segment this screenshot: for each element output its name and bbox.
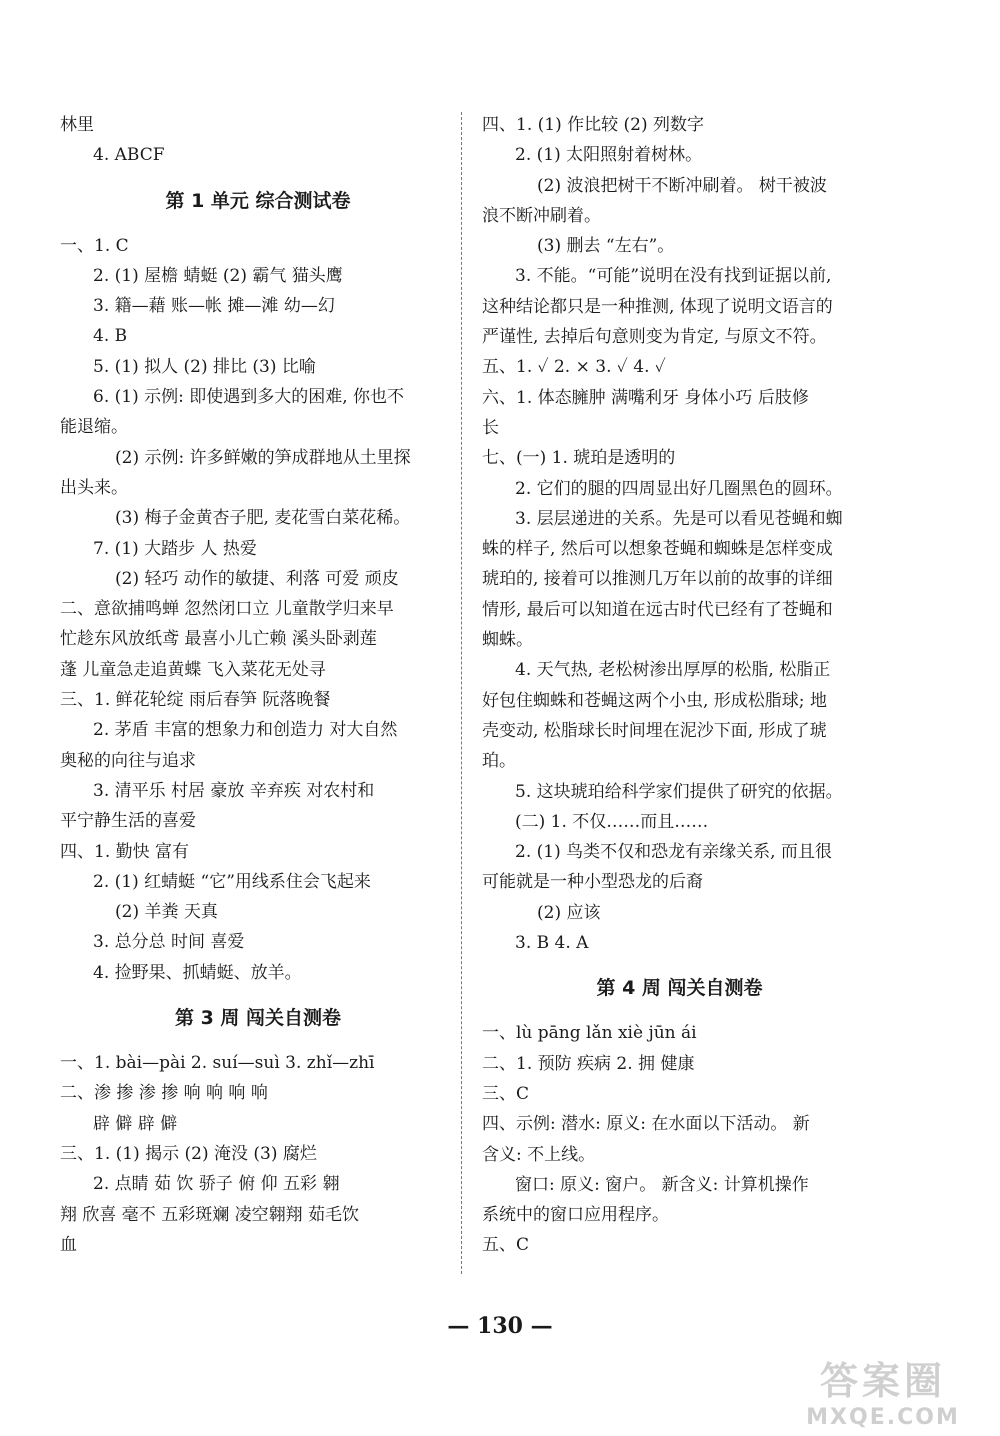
section-heading: 第 4 周 闯关自测卷 — [596, 977, 763, 1000]
answer-line: 2. (1) 太阳照射着树林。 — [515, 145, 703, 166]
answer-line: 窗口: 原义: 窗户。 新含义: 计算机操作 — [515, 1174, 809, 1195]
answer-line: 琥珀的, 接着可以推测几万年以前的故事的详细 — [482, 569, 833, 590]
answer-line: 2. 点睛 茹 饮 骄子 俯 仰 五彩 翱 — [93, 1174, 340, 1195]
answer-line: 四、1. 勤快 富有 — [60, 841, 190, 862]
answer-line: (3) 删去 “左右”。 — [537, 236, 675, 257]
answer-line: 出头来。 — [60, 477, 128, 498]
answer-line: 三、1. (1) 揭示 (2) 淹没 (3) 腐烂 — [60, 1143, 317, 1164]
answer-line: 含义: 不上线。 — [482, 1144, 596, 1165]
answer-line: 4. 捡野果、抓蜻蜓、放羊。 — [93, 962, 302, 983]
answer-line: 平宁静生活的喜爱 — [60, 811, 196, 832]
answer-line: 4. 天气热, 老松树渗出厚厚的松脂, 松脂正 — [515, 660, 831, 681]
answer-line: 一、1. C — [60, 235, 129, 256]
watermark-logo — [788, 1350, 978, 1430]
answer-line: 5. (1) 拟人 (2) 排比 (3) 比喻 — [93, 356, 316, 377]
answer-line: 二、意欲捕鸣蝉 忽然闭口立 儿童散学归来早 — [60, 599, 394, 620]
answer-line: 六、1. 体态臃肿 满嘴利牙 身体小巧 后肢修 — [482, 387, 809, 408]
watermark-top-text: 答案圈 — [819, 1359, 946, 1403]
answer-line: 一、lù pāng lǎn xiè jūn ái — [482, 1023, 697, 1044]
answer-line: 七、(一) 1. 琥珀是透明的 — [482, 448, 676, 469]
answer-line: 血 — [60, 1234, 77, 1255]
answer-line: 浪不断冲刷着。 — [482, 205, 601, 226]
answer-line: 严谨性, 去掉后句意则变为肯定, 与原文不符。 — [482, 327, 827, 348]
answer-line: 四、1. (1) 作比较 (2) 列数字 — [482, 115, 704, 135]
answer-line: 3. 清平乐 村居 豪放 辛弃疾 对农村和 — [93, 780, 375, 801]
answer-line: 三、C — [482, 1083, 530, 1104]
answer-line: 壳变动, 松脂球长时间埋在泥沙下面, 形成了琥 — [482, 720, 827, 741]
answer-line: 3. 层层递进的关系。先是可以看见苍蝇和蜘 — [515, 508, 843, 529]
answer-line: 五、C — [482, 1235, 530, 1256]
right-column — [482, 110, 877, 1261]
answer-line: 忙趁东风放纸鸢 最喜小儿亡赖 溪头卧剥莲 — [60, 629, 377, 650]
answer-line: 3. 不能。“可能”说明在没有找到证据以前, — [515, 266, 832, 287]
answer-line: 2. 它们的腿的四周显出好几圈黑色的圆环。 — [515, 478, 843, 499]
answer-line: 情形, 最后可以知道在远古时代已经有了苍蝇和 — [482, 599, 833, 620]
answer-line: 翔 欣喜 毫不 五彩斑斓 凌空翱翔 茹毛饮 — [60, 1204, 360, 1225]
answer-line: 能退缩。 — [60, 417, 128, 438]
answer-line: 二、渗 掺 渗 掺 响 响 响 响 — [60, 1083, 268, 1104]
answer-line: 林里 — [60, 115, 94, 135]
answer-line: 奥秘的向往与追求 — [60, 750, 196, 771]
answer-line: 2. (1) 鸟类不仅和恐龙有亲缘关系, 而且很 — [515, 842, 832, 863]
answer-line: (2) 应该 — [537, 902, 601, 923]
answer-line: 可能就是一种小型恐龙的后裔 — [482, 872, 703, 893]
answer-line: 辟 僻 辟 僻 — [93, 1113, 178, 1134]
answer-line: (2) 示例: 许多鲜嫩的笋成群地从土里探 — [115, 447, 411, 468]
answer-line: 蛛的样子, 然后可以想象苍蝇和蜘蛛是怎样变成 — [482, 539, 833, 560]
answer-line: 3. 总分总 时间 喜爱 — [93, 932, 245, 953]
answer-line: 2. 茅盾 丰富的想象力和创造力 对大自然 — [93, 720, 398, 741]
answer-line: 一、1. bài—pài 2. suí—suì 3. zhǐ—zhī — [60, 1053, 375, 1074]
answer-line: 三、1. 鲜花轮绽 雨后春笋 阮落晚餐 — [60, 690, 331, 711]
answer-line: 五、1. ✓ 2. × 3. ✓ 4. ✓ — [482, 357, 666, 378]
answer-line: 这种结论都只是一种推测, 体现了说明文语言的 — [482, 296, 833, 317]
answer-line: 7. (1) 大踏步 人 热爱 — [93, 538, 257, 559]
section-heading: 第 3 周 闯关自测卷 — [174, 1007, 342, 1030]
answer-line: 3. B 4. A — [515, 933, 589, 954]
answer-line: (2) 羊粪 天真 — [115, 902, 218, 923]
answer-line: (3) 梅子金黄杏子肥, 麦花雪白菜花稀。 — [115, 508, 411, 529]
answer-line: 2. (1) 红蜻蜓 “它”用线系住会飞起来 — [93, 871, 371, 892]
page-number: — 130 — — [447, 1313, 553, 1339]
answer-line: 蜘蛛。 — [482, 630, 533, 651]
answer-line: 长 — [482, 417, 499, 438]
watermark-bottom-text: MXQE.COM — [806, 1405, 960, 1430]
left-column — [60, 110, 456, 1260]
answer-line: 蓬 儿童急走追黄蝶 飞入菜花无处寻 — [60, 659, 326, 680]
answer-line: 珀。 — [482, 751, 516, 772]
answer-line: (2) 波浪把树干不断冲刷着。 树干被波 — [537, 175, 827, 196]
answer-line: 3. 籍—藉 账—帐 摊—滩 幼—幻 — [93, 296, 335, 317]
answer-line: (二) 1. 不仅……而且…… — [515, 811, 709, 832]
answer-line: 系统中的窗口应用程序。 — [482, 1205, 669, 1226]
column-divider — [461, 112, 462, 1274]
answer-line: 二、1. 预防 疾病 2. 拥 健康 — [482, 1053, 695, 1074]
answer-line: (2) 轻巧 动作的敏捷、利落 可爱 顽皮 — [115, 568, 399, 589]
answer-line: 好包住蜘蛛和苍蝇这两个小虫, 形成松脂球; 地 — [482, 690, 827, 711]
answer-line: 4. B — [93, 326, 128, 347]
answer-line: 四、示例: 潜水: 原义: 在水面以下活动。 新 — [482, 1114, 810, 1135]
section-heading: 第 1 单元 综合测试卷 — [165, 189, 351, 212]
answer-line: 6. (1) 示例: 即使遇到多大的困难, 你也不 — [93, 387, 405, 408]
answer-line: 5. 这块琥珀给科学家们提供了研究的依据。 — [515, 781, 843, 802]
answer-line: 2. (1) 屋檐 蜻蜓 (2) 霸气 猫头鹰 — [93, 265, 343, 286]
answer-line: 4. ABCF — [93, 145, 165, 166]
